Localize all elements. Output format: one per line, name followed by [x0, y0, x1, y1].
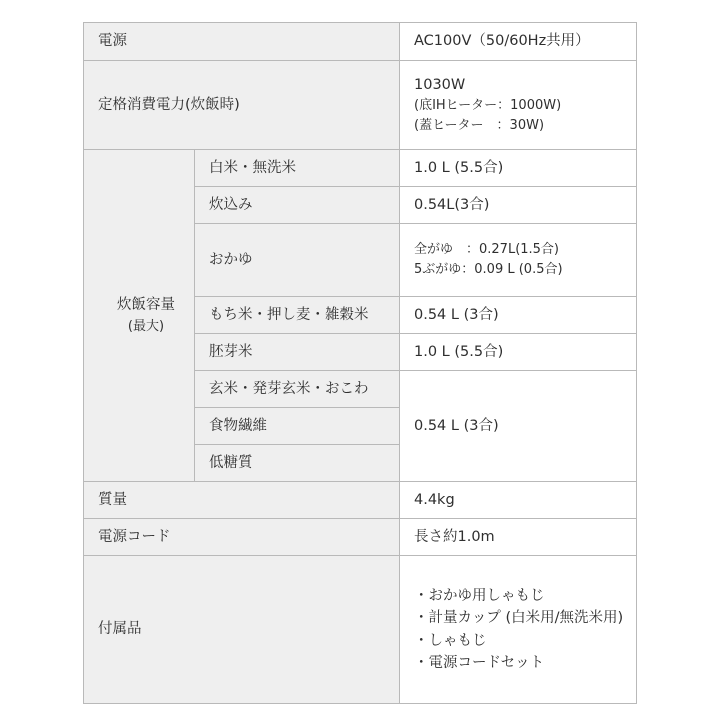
row-rated-power — [84, 61, 637, 150]
capacity-sublabel: (最大) — [127, 318, 165, 334]
capacity-item-name: 胚芽米 — [195, 334, 400, 371]
rated-power-bottom-heater: (底IHヒーター：1000W) — [414, 98, 562, 114]
rated-power-total: 1030W — [414, 76, 466, 93]
spec-table — [83, 22, 637, 704]
capacity-item-name: 玄米・発芽玄米・おこわ — [195, 371, 400, 408]
rated-power-label: 定格消費電力(炊飯時) — [84, 61, 400, 150]
row-cord — [84, 519, 637, 556]
row-power-source — [84, 23, 637, 61]
capacity-item-name: 低糖質 — [195, 445, 400, 482]
capacity-label-cell — [84, 150, 195, 482]
okayu-gobu-value: 5ぶがゆ：0.09 L (0.5合) — [414, 262, 563, 277]
cord-label: 電源コード — [84, 519, 400, 556]
accessory-item: ・しゃもじ — [414, 632, 487, 649]
power-source-value: AC100V（50/60Hz共用） — [400, 23, 637, 61]
accessory-item: ・計量カップ (白米用/無洗米用) — [414, 610, 624, 627]
capacity-item-value: 0.54 L (3合) — [400, 297, 637, 334]
capacity-item-name: おかゆ — [195, 224, 400, 297]
capacity-item-value: 0.54 L (3合) — [400, 371, 637, 482]
capacity-item-value: 1.0 L (5.5合) — [400, 150, 637, 187]
capacity-item-name: 炊込み — [195, 187, 400, 224]
row-capacity-1 — [84, 150, 637, 187]
okayu-zen-value: 全がゆ ：0.27L(1.5合) — [414, 241, 560, 257]
power-source-label: 電源 — [84, 23, 400, 61]
capacity-item-value: 0.54L(3合) — [400, 187, 637, 224]
row-weight — [84, 482, 637, 519]
row-accessories — [84, 556, 637, 704]
accessory-item: ・電源コードセット — [414, 654, 545, 671]
rated-power-lid-heater: (蓋ヒーター ：30W) — [414, 118, 545, 134]
capacity-item-value: 1.0 L (5.5合) — [400, 334, 637, 371]
weight-value: 4.4kg — [400, 482, 637, 519]
accessory-item: ・おかゆ用しゃもじ — [414, 587, 545, 604]
accessories-label: 付属品 — [84, 556, 400, 704]
capacity-label: 炊飯容量 — [117, 297, 175, 314]
capacity-item-name: 食物繊維 — [195, 408, 400, 445]
cord-value: 長さ約1.0m — [400, 519, 637, 556]
capacity-item-name: 白米・無洗米 — [195, 150, 400, 187]
rated-power-value — [400, 61, 637, 150]
capacity-item-name: もち米・押し麦・雑穀米 — [195, 297, 400, 334]
accessories-list — [400, 556, 637, 704]
capacity-item-value — [400, 224, 637, 297]
weight-label: 質量 — [84, 482, 400, 519]
